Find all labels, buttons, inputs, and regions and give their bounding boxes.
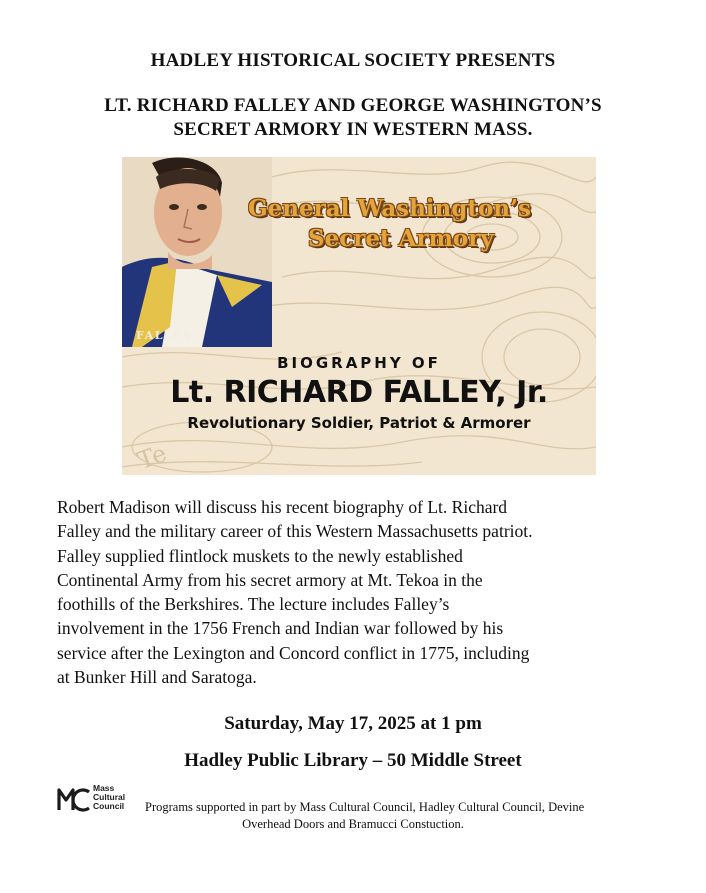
description-line: Falley and the military career of this Western Massachusetts patriot.	[57, 521, 533, 542]
lecture-title-line-1: LT. RICHARD FALLEY AND GEORGE WASHINGTON’S	[104, 95, 602, 116]
description-line: Falley supplied flintlock muskets to the newly established	[57, 545, 463, 566]
description-line: Robert Madison will discuss his recent biography of Lt. Richard	[57, 497, 508, 517]
logo-wordmark	[93, 784, 125, 811]
mass-cultural-council-mc-mark-icon	[57, 786, 91, 812]
falley-portrait	[122, 157, 272, 347]
event-date: Saturday, May 17, 2025 at 1 pm	[224, 713, 482, 734]
description-line: involvement in the 1756 French and Indian war followed by his	[57, 618, 504, 639]
description-line: foothills of the Berkshires. The lecture includes Falley’s	[57, 594, 450, 615]
mass-cultural-council-logo	[57, 784, 147, 814]
description-line: at Bunker Hill and Saratoga.	[57, 667, 257, 688]
logo-word: Council	[93, 801, 125, 811]
map-fragment-text: Te	[134, 438, 171, 475]
cover-subtitle: Revolutionary Soldier, Patriot & Armorer	[187, 414, 531, 432]
lecture-description	[57, 495, 647, 689]
book-cover-banner	[122, 157, 596, 475]
lecture-title-line-2: SECRET ARMORY IN WESTERN MASS.	[173, 119, 533, 140]
description-line: Continental Army from his secret armory at Mt. Tekoa in the	[57, 569, 483, 590]
event-location: Hadley Public Library – 50 Middle Street	[184, 750, 522, 771]
logo-word: Cultural	[93, 792, 126, 802]
sponsor-line-1: Programs supported in part by Mass Cultural Council, Hadley Cultural Council, Devine	[145, 800, 585, 814]
portrait-label: FALLEY	[136, 329, 193, 342]
cover-headline-line-1: General Washington’s	[248, 195, 531, 222]
sponsor-line-2: Overhead Doors and Bramucci Constuction.	[242, 817, 464, 831]
presents-heading: HADLEY HISTORICAL SOCIETY PRESENTS	[150, 50, 556, 71]
cover-subject-name: Lt. RICHARD FALLEY, Jr.	[170, 375, 548, 410]
cover-biography-of: BIOGRAPHY OF	[277, 354, 441, 372]
description-line: service after the Lexington and Concord conflict in 1775, including	[57, 642, 530, 663]
cover-headline-line-2: Secret Armory	[308, 225, 494, 252]
logo-word: Mass	[93, 783, 115, 793]
